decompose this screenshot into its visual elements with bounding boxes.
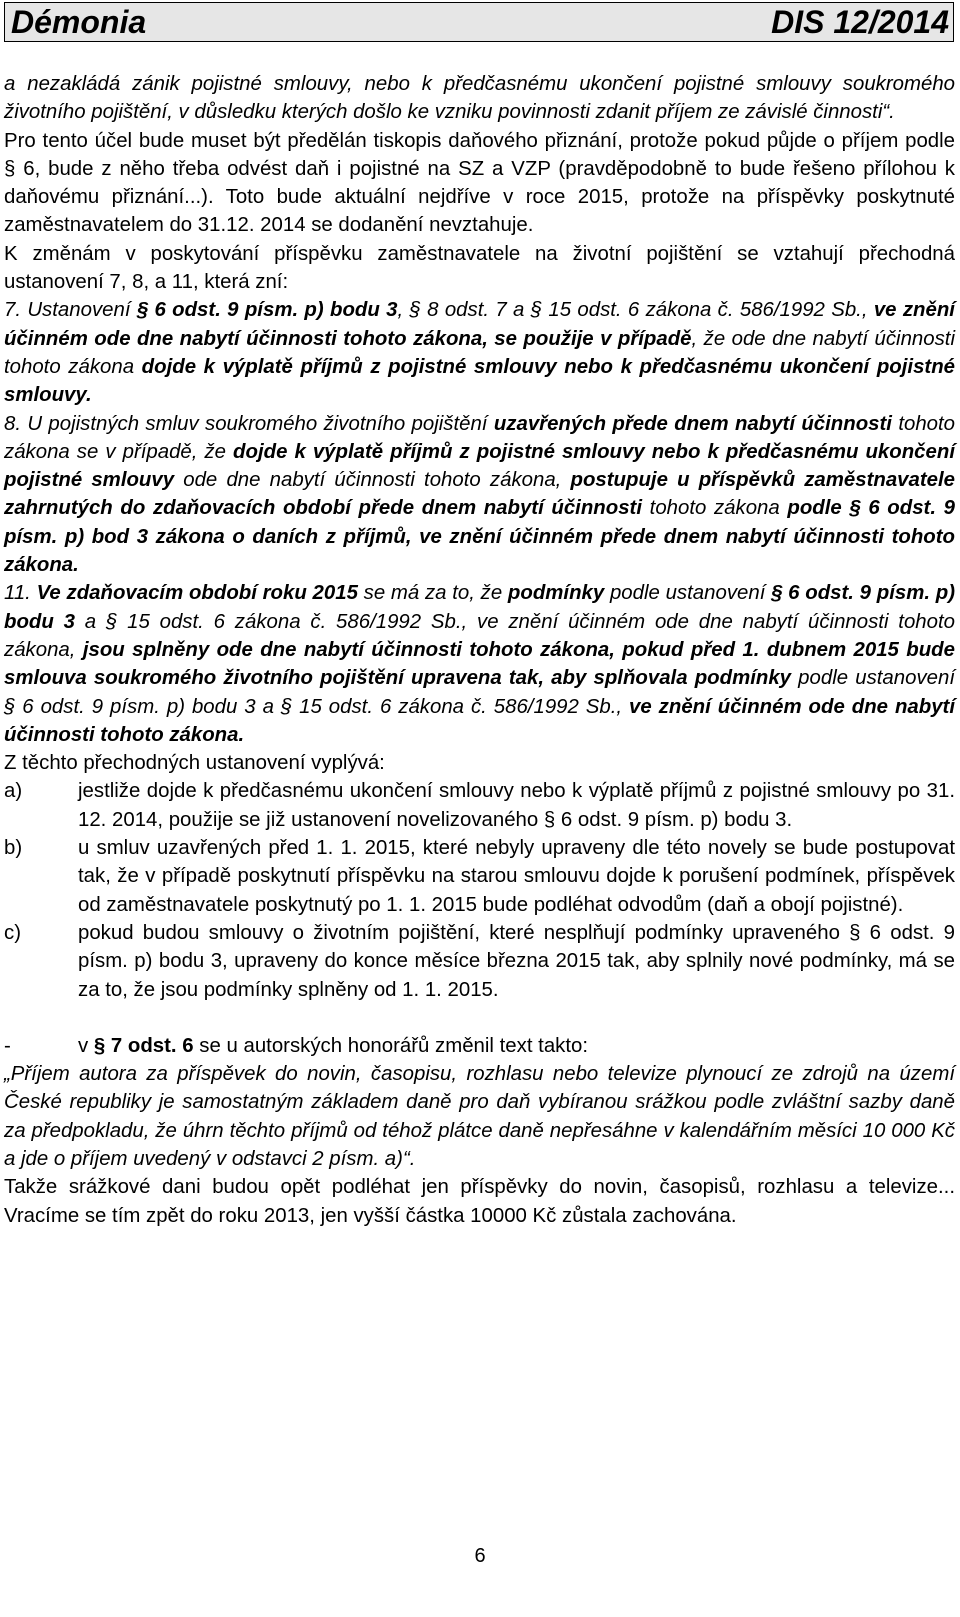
paragraph-tax-return: Pro tento účel bude muset být předělán tiskopis daňového přiznání, protože pokud půjde o příjem podle § 6, bude z něho třeba odvést daň i pojistné na SZ a VZP (pravděpodobně to bude řešeno přílohou k daňovému přiznání...). Toto bude aktuální nejdříve v roce 2015, protože na příspěvky poskytnuté zaměstnavatelem do 31.12. 2014 se dodanění nevztahuje. [4, 129, 955, 237]
spacer [4, 1004, 955, 1032]
list-item: c) pokud budou smlouvy o životním pojištění, které nesplňují podmínky upraveného § 6 odst. 9 písm. p) bodu 3, upraveny do konce měsíce března 2015 tak, aby splnily nové podmínky, má se za to, že jsou podmínky splněny od 1. 1. 2015. [4, 921, 955, 1001]
page-number: 6 [474, 1545, 486, 1567]
paragraph-transitional-intro: K změnám v poskytování příspěvku zaměstnavatele na životní pojištění se vztahují přechodná ustanovení 7, 8, a 11, která zní: [4, 242, 955, 294]
paragraph-quoted-law: „Příjem autora za příspěvek do novin, časopisu, rozhlasu nebo televize plynoucí ze zdrojů na území České republiky je samostatným základem daně pro daň vybíranou srážkou podle zvláštní sazby daně za předpokladu, že úhrn těchto příjmů od téhož plátce daně nepřesáhne v kalendářním měsíci 10 000 Kč a jde o příjem uvedený v odstavci 2 písm. a)“. [4, 1063, 955, 1170]
paragraph-conclusion: Takže srážkové dani budou opět podléhat jen příspěvky do novin, časopisů, rozhlasu a televize... Vracíme se tím zpět do roku 2013, jen vyšší částka 10000 Kč zůstala zachována. [4, 1176, 955, 1227]
paragraph-intro: a nezakládá zánik pojistné smlouvy, nebo k předčasnému ukončení pojistné smlouvy soukromého životního pojištění, v důsledku kterých došlo ke vzniku povinnosti zdanit příjem ze závislé činnosti“. [4, 73, 955, 124]
paragraph-provision-7: 7. Ustanovení § 6 odst. 9 písm. p) bodu 3, § 8 odst. 7 a § 15 odst. 6 zákona č. 586/1992 Sb., ve znění účinném ode dne nabytí účinnosti tohoto zákona, se použije v případě, že ode dne nabytí účinnosti tohoto zákona dojde k výplatě příjmů z pojistné smlouvy nebo k předčasnému ukončení pojistné smlouvy. [4, 299, 956, 407]
header-title: Démonia [11, 4, 147, 40]
document-body [4, 70, 955, 1230]
page-header [4, 2, 954, 42]
paragraph-consequences-intro: Z těchto přechodných ustanovení vyplývá: [4, 752, 385, 775]
paragraph-author-fees: - v § 7 odst. 6 se u autorských honorářů změnil text takto: [4, 1034, 589, 1057]
paragraph-provision-8: 8. U pojistných smluv soukromého životního pojištění uzavřených přede dnem nabytí účinnosti tohoto zákona se v případě, že dojde k výplatě příjmů z pojistné smlouvy nebo k předčasnému ukončení pojistné smlouvy ode dne nabytí účinnosti tohoto zákona, postupuje u příspěvků zaměstnavatele zahrnutých do zdaňovacích období přede dnem nabytí účinnosti tohoto zákona podle § 6 odst. 9 písm. p) bod 3 zákona o daních z příjmů, ve znění účinném přede dnem nabytí účinnosti tohoto zákona. [4, 412, 956, 577]
list-item: b) u smluv uzavřených před 1. 1. 2015, které nebyly upraveny dle této novely se bude postupovat tak, že v případě poskytnutí příspěvku na starou smlouvu dojde k porušení podmínek, příspěvek od zaměstnavatele poskytnutý po 1. 1. 2015 bude podléhat odvodům (daň a obojí pojistné). [4, 837, 955, 916]
header-issue: DIS 12/2014 [771, 4, 949, 40]
paragraph-provision-11: 11. Ve zdaňovacím období roku 2015 se má za to, že podmínky podle ustanovení § 6 odst. 9 písm. p) bodu 3 a § 15 odst. 6 zákona č. 586/1992 Sb., ve znění účinném ode dne nabytí účinnosti tohoto zákona, jsou splněny ode dne nabytí účinnosti tohoto zákona, pokud před 1. dubnem 2015 bude smlouva soukromého životního pojištění upravena tak, aby splňovala podmínky podle ustanovení § 6 odst. 9 písm. p) bodu 3 a § 15 odst. 6 zákona č. 586/1992 Sb., ve znění účinném ode dne nabytí účinnosti tohoto zákona. [4, 582, 956, 746]
list-item: a) jestliže dojde k předčasnému ukončení smlouvy nebo k výplatě příjmů z pojistné smlouvy po 31. 12. 2014, použije se již ustanovení novelizovaného § 6 odst. 9 písm. p) bodu 3. [4, 780, 955, 831]
